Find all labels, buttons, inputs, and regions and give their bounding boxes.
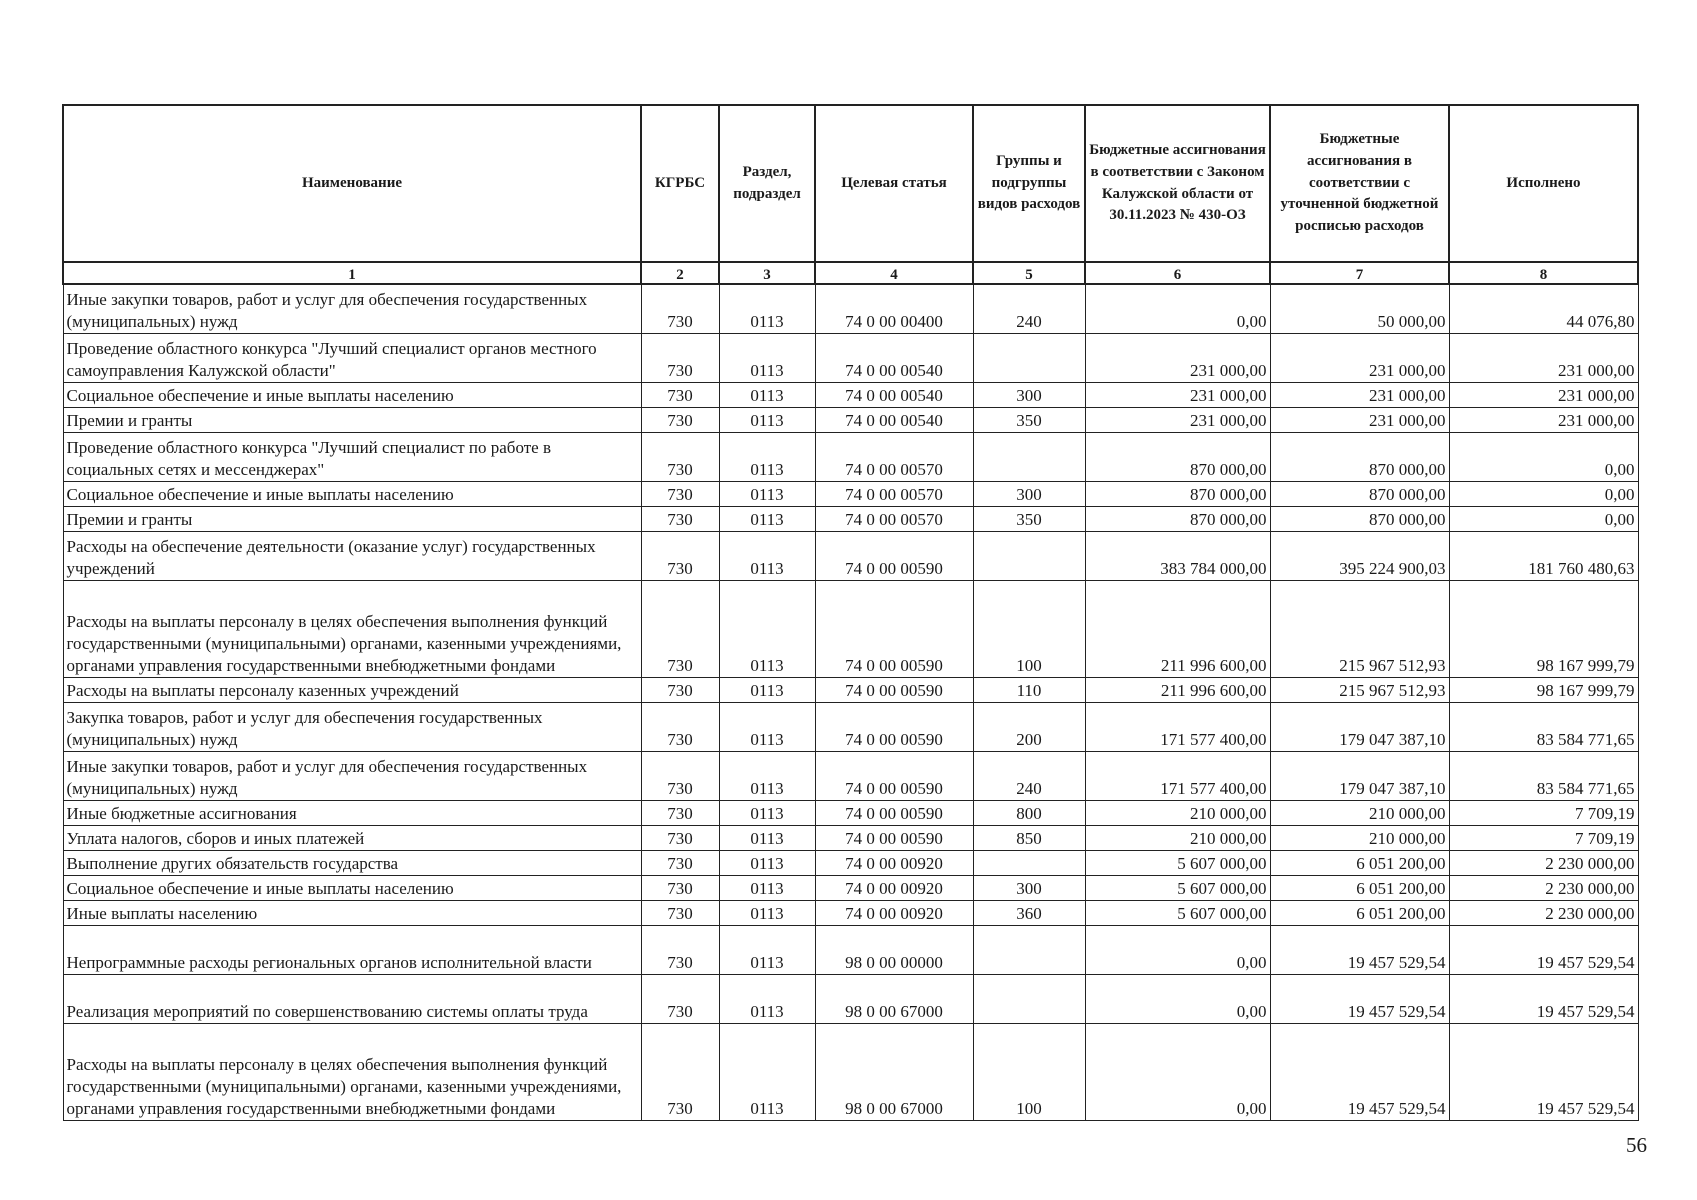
kgrbs-cell: 730 — [641, 482, 719, 507]
table-row — [63, 334, 1638, 383]
expense-group-cell — [973, 334, 1085, 383]
table-row — [63, 581, 1638, 678]
expense-group-cell: 300 — [973, 482, 1085, 507]
law-allocation-cell: 0,00 — [1085, 1024, 1270, 1121]
column-number: 5 — [973, 262, 1085, 284]
adjusted-allocation-cell: 19 457 529,54 — [1270, 975, 1449, 1024]
row-name: Иные закупки товаров, работ и услуг для обеспечения государственных (муниципальных) нужд — [63, 752, 641, 801]
executed-cell: 2 230 000,00 — [1449, 851, 1638, 876]
row-name: Иные закупки товаров, работ и услуг для обеспечения государственных (муниципальных) нужд — [63, 284, 641, 334]
kgrbs-cell: 730 — [641, 383, 719, 408]
row-name: Расходы на выплаты персоналу в целях обеспечения выполнения функций государственными (муниципальными) органами, казенными учреждениями, органами управления государственными внебюджетными фондами — [63, 1024, 641, 1121]
kgrbs-cell: 730 — [641, 851, 719, 876]
adjusted-allocation-cell: 231 000,00 — [1270, 408, 1449, 433]
expense-group-cell: 360 — [973, 901, 1085, 926]
table-row — [63, 703, 1638, 752]
expense-group-cell: 350 — [973, 408, 1085, 433]
row-name: Социальное обеспечение и иные выплаты населению — [63, 876, 641, 901]
section-cell: 0113 — [719, 926, 815, 975]
kgrbs-cell: 730 — [641, 826, 719, 851]
law-allocation-cell: 210 000,00 — [1085, 801, 1270, 826]
table-row — [63, 752, 1638, 801]
table-row — [63, 532, 1638, 581]
header-adjusted-allocations: Бюджетные ассигнования в соответствии с уточненной бюджетной росписью расходов — [1270, 105, 1449, 262]
column-number: 1 — [63, 262, 641, 284]
target-article-cell: 74 0 00 00590 — [815, 826, 973, 851]
law-allocation-cell: 0,00 — [1085, 975, 1270, 1024]
row-name: Уплата налогов, сборов и иных платежей — [63, 826, 641, 851]
page-number: 56 — [1626, 1133, 1647, 1157]
kgrbs-cell: 730 — [641, 532, 719, 581]
row-name: Премии и гранты — [63, 507, 641, 532]
table-row — [63, 851, 1638, 876]
table-header-row — [63, 105, 1638, 262]
row-name: Закупка товаров, работ и услуг для обеспечения государственных (муниципальных) нужд — [63, 703, 641, 752]
table-row — [63, 926, 1638, 975]
expense-group-cell: 100 — [973, 581, 1085, 678]
law-allocation-cell: 5 607 000,00 — [1085, 901, 1270, 926]
section-cell: 0113 — [719, 851, 815, 876]
executed-cell: 181 760 480,63 — [1449, 532, 1638, 581]
law-allocation-cell: 211 996 600,00 — [1085, 581, 1270, 678]
header-law-allocations: Бюджетные ассигнования в соответствии с Законом Калужской области от 30.11.2023 № 430-ОЗ — [1085, 105, 1270, 262]
adjusted-allocation-cell: 6 051 200,00 — [1270, 901, 1449, 926]
target-article-cell: 74 0 00 00540 — [815, 383, 973, 408]
executed-cell: 231 000,00 — [1449, 408, 1638, 433]
target-article-cell: 74 0 00 00920 — [815, 876, 973, 901]
executed-cell: 7 709,19 — [1449, 826, 1638, 851]
adjusted-allocation-cell: 50 000,00 — [1270, 284, 1449, 334]
kgrbs-cell: 730 — [641, 703, 719, 752]
row-name: Социальное обеспечение и иные выплаты населению — [63, 383, 641, 408]
header-section: Раздел, подраздел — [719, 105, 815, 262]
section-cell: 0113 — [719, 581, 815, 678]
table-row — [63, 408, 1638, 433]
column-number: 6 — [1085, 262, 1270, 284]
column-number: 2 — [641, 262, 719, 284]
expense-group-cell: 350 — [973, 507, 1085, 532]
adjusted-allocation-cell: 6 051 200,00 — [1270, 876, 1449, 901]
target-article-cell: 74 0 00 00570 — [815, 433, 973, 482]
table-row — [63, 507, 1638, 532]
target-article-cell: 74 0 00 00590 — [815, 801, 973, 826]
adjusted-allocation-cell: 215 967 512,93 — [1270, 581, 1449, 678]
executed-cell: 0,00 — [1449, 433, 1638, 482]
row-name: Иные выплаты населению — [63, 901, 641, 926]
row-name: Иные бюджетные ассигнования — [63, 801, 641, 826]
expense-group-cell: 200 — [973, 703, 1085, 752]
section-cell: 0113 — [719, 901, 815, 926]
executed-cell: 0,00 — [1449, 507, 1638, 532]
column-number: 4 — [815, 262, 973, 284]
adjusted-allocation-cell: 179 047 387,10 — [1270, 703, 1449, 752]
adjusted-allocation-cell: 215 967 512,93 — [1270, 678, 1449, 703]
law-allocation-cell: 870 000,00 — [1085, 433, 1270, 482]
executed-cell: 19 457 529,54 — [1449, 975, 1638, 1024]
kgrbs-cell: 730 — [641, 975, 719, 1024]
executed-cell: 98 167 999,79 — [1449, 581, 1638, 678]
kgrbs-cell: 730 — [641, 678, 719, 703]
table-row — [63, 876, 1638, 901]
adjusted-allocation-cell: 179 047 387,10 — [1270, 752, 1449, 801]
executed-cell: 7 709,19 — [1449, 801, 1638, 826]
table-row — [63, 482, 1638, 507]
kgrbs-cell: 730 — [641, 1024, 719, 1121]
table-row — [63, 826, 1638, 851]
section-cell: 0113 — [719, 975, 815, 1024]
expense-group-cell: 240 — [973, 752, 1085, 801]
adjusted-allocation-cell: 6 051 200,00 — [1270, 851, 1449, 876]
law-allocation-cell: 870 000,00 — [1085, 482, 1270, 507]
row-name: Расходы на выплаты персоналу в целях обеспечения выполнения функций государственными (муниципальными) органами, казенными учреждениями, органами управления государственными внебюджетными фондами — [63, 581, 641, 678]
expense-group-cell: 100 — [973, 1024, 1085, 1121]
expense-group-cell: 110 — [973, 678, 1085, 703]
law-allocation-cell: 383 784 000,00 — [1085, 532, 1270, 581]
row-name: Выполнение других обязательств государства — [63, 851, 641, 876]
expense-group-cell: 240 — [973, 284, 1085, 334]
kgrbs-cell: 730 — [641, 752, 719, 801]
adjusted-allocation-cell: 19 457 529,54 — [1270, 926, 1449, 975]
kgrbs-cell: 730 — [641, 901, 719, 926]
executed-cell: 83 584 771,65 — [1449, 703, 1638, 752]
executed-cell: 44 076,80 — [1449, 284, 1638, 334]
row-name: Социальное обеспечение и иные выплаты населению — [63, 482, 641, 507]
row-name: Непрограммные расходы региональных органов исполнительной власти — [63, 926, 641, 975]
executed-cell: 231 000,00 — [1449, 334, 1638, 383]
executed-cell: 231 000,00 — [1449, 383, 1638, 408]
table-row — [63, 801, 1638, 826]
law-allocation-cell: 5 607 000,00 — [1085, 876, 1270, 901]
section-cell: 0113 — [719, 801, 815, 826]
header-name: Наименование — [63, 105, 641, 262]
law-allocation-cell: 171 577 400,00 — [1085, 752, 1270, 801]
target-article-cell: 98 0 00 00000 — [815, 926, 973, 975]
executed-cell: 19 457 529,54 — [1449, 926, 1638, 975]
target-article-cell: 74 0 00 00590 — [815, 703, 973, 752]
kgrbs-cell: 730 — [641, 876, 719, 901]
kgrbs-cell: 730 — [641, 801, 719, 826]
section-cell: 0113 — [719, 433, 815, 482]
target-article-cell: 74 0 00 00920 — [815, 901, 973, 926]
row-name: Расходы на выплаты персоналу казенных учреждений — [63, 678, 641, 703]
law-allocation-cell: 231 000,00 — [1085, 334, 1270, 383]
target-article-cell: 74 0 00 00590 — [815, 678, 973, 703]
adjusted-allocation-cell: 395 224 900,03 — [1270, 532, 1449, 581]
section-cell: 0113 — [719, 482, 815, 507]
header-target-article: Целевая статья — [815, 105, 973, 262]
adjusted-allocation-cell: 231 000,00 — [1270, 334, 1449, 383]
law-allocation-cell: 870 000,00 — [1085, 507, 1270, 532]
executed-cell: 2 230 000,00 — [1449, 876, 1638, 901]
expense-group-cell: 300 — [973, 383, 1085, 408]
expense-group-cell — [973, 433, 1085, 482]
target-article-cell: 98 0 00 67000 — [815, 975, 973, 1024]
header-executed: Исполнено — [1449, 105, 1638, 262]
expense-group-cell: 850 — [973, 826, 1085, 851]
law-allocation-cell: 0,00 — [1085, 926, 1270, 975]
target-article-cell: 74 0 00 00400 — [815, 284, 973, 334]
section-cell: 0113 — [719, 408, 815, 433]
executed-cell: 0,00 — [1449, 482, 1638, 507]
target-article-cell: 74 0 00 00920 — [815, 851, 973, 876]
law-allocation-cell: 211 996 600,00 — [1085, 678, 1270, 703]
column-number: 7 — [1270, 262, 1449, 284]
adjusted-allocation-cell: 210 000,00 — [1270, 826, 1449, 851]
kgrbs-cell: 730 — [641, 433, 719, 482]
law-allocation-cell: 0,00 — [1085, 284, 1270, 334]
table-row — [63, 1024, 1638, 1121]
row-name: Проведение областного конкурса "Лучший специалист по работе в социальных сетях и мессенджерах" — [63, 433, 641, 482]
law-allocation-cell: 171 577 400,00 — [1085, 703, 1270, 752]
expense-group-cell: 800 — [973, 801, 1085, 826]
target-article-cell: 74 0 00 00540 — [815, 334, 973, 383]
kgrbs-cell: 730 — [641, 507, 719, 532]
section-cell: 0113 — [719, 334, 815, 383]
law-allocation-cell: 231 000,00 — [1085, 408, 1270, 433]
section-cell: 0113 — [719, 284, 815, 334]
kgrbs-cell: 730 — [641, 926, 719, 975]
target-article-cell: 98 0 00 67000 — [815, 1024, 973, 1121]
section-cell: 0113 — [719, 826, 815, 851]
adjusted-allocation-cell: 19 457 529,54 — [1270, 1024, 1449, 1121]
target-article-cell: 74 0 00 00590 — [815, 532, 973, 581]
expense-group-cell: 300 — [973, 876, 1085, 901]
executed-cell: 83 584 771,65 — [1449, 752, 1638, 801]
header-kgrbs: КГРБС — [641, 105, 719, 262]
section-cell: 0113 — [719, 876, 815, 901]
kgrbs-cell: 730 — [641, 284, 719, 334]
expense-group-cell — [973, 975, 1085, 1024]
adjusted-allocation-cell: 210 000,00 — [1270, 801, 1449, 826]
adjusted-allocation-cell: 231 000,00 — [1270, 383, 1449, 408]
column-number-row — [63, 262, 1638, 284]
section-cell: 0113 — [719, 532, 815, 581]
adjusted-allocation-cell: 870 000,00 — [1270, 482, 1449, 507]
budget-execution-table — [62, 104, 1639, 1121]
section-cell: 0113 — [719, 703, 815, 752]
section-cell: 0113 — [719, 507, 815, 532]
column-number: 3 — [719, 262, 815, 284]
target-article-cell: 74 0 00 00570 — [815, 482, 973, 507]
section-cell: 0113 — [719, 1024, 815, 1121]
kgrbs-cell: 730 — [641, 334, 719, 383]
kgrbs-cell: 730 — [641, 408, 719, 433]
target-article-cell: 74 0 00 00590 — [815, 581, 973, 678]
table-row — [63, 433, 1638, 482]
law-allocation-cell: 210 000,00 — [1085, 826, 1270, 851]
table-row — [63, 678, 1638, 703]
law-allocation-cell: 231 000,00 — [1085, 383, 1270, 408]
row-name: Реализация мероприятий по совершенствованию системы оплаты труда — [63, 975, 641, 1024]
target-article-cell: 74 0 00 00540 — [815, 408, 973, 433]
kgrbs-cell: 730 — [641, 581, 719, 678]
table-row — [63, 284, 1638, 334]
table-row — [63, 383, 1638, 408]
row-name: Расходы на обеспечение деятельности (оказание услуг) государственных учреждений — [63, 532, 641, 581]
executed-cell: 98 167 999,79 — [1449, 678, 1638, 703]
adjusted-allocation-cell: 870 000,00 — [1270, 507, 1449, 532]
section-cell: 0113 — [719, 752, 815, 801]
executed-cell: 19 457 529,54 — [1449, 1024, 1638, 1121]
table-body — [63, 284, 1638, 1121]
target-article-cell: 74 0 00 00570 — [815, 507, 973, 532]
table-row — [63, 901, 1638, 926]
column-number: 8 — [1449, 262, 1638, 284]
adjusted-allocation-cell: 870 000,00 — [1270, 433, 1449, 482]
expense-group-cell — [973, 532, 1085, 581]
law-allocation-cell: 5 607 000,00 — [1085, 851, 1270, 876]
section-cell: 0113 — [719, 383, 815, 408]
header-expense-group: Группы и подгруппы видов расходов — [973, 105, 1085, 262]
expense-group-cell — [973, 926, 1085, 975]
row-name: Премии и гранты — [63, 408, 641, 433]
target-article-cell: 74 0 00 00590 — [815, 752, 973, 801]
executed-cell: 2 230 000,00 — [1449, 901, 1638, 926]
row-name: Проведение областного конкурса "Лучший специалист органов местного самоуправления Калужской области" — [63, 334, 641, 383]
section-cell: 0113 — [719, 678, 815, 703]
expense-group-cell — [973, 851, 1085, 876]
table-row — [63, 975, 1638, 1024]
